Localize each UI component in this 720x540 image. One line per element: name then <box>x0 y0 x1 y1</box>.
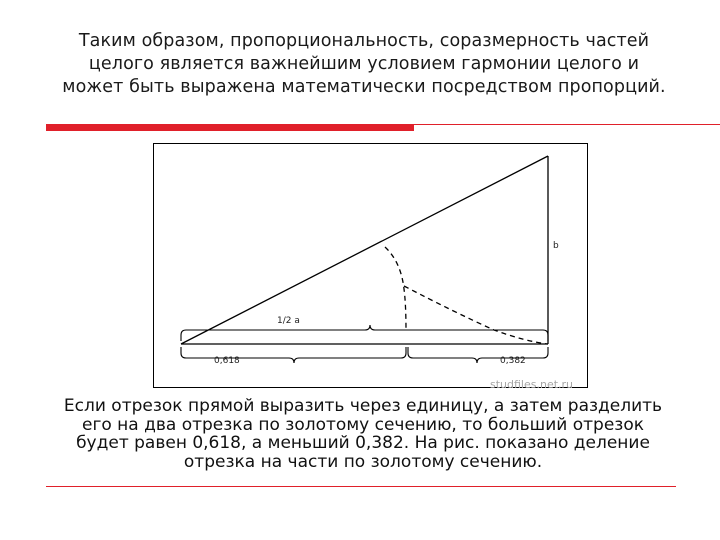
label-0382: 0,382 <box>500 356 526 366</box>
title-line-1: Таким образом, пропорциональность, соразмерность частей <box>78 31 650 51</box>
label-0618: 0,618 <box>214 356 240 366</box>
brace-half-a <box>181 325 548 341</box>
accent-bar <box>46 124 414 131</box>
brace-small-part <box>408 347 548 363</box>
label-b: b <box>553 241 559 251</box>
body-paragraph <box>48 397 678 471</box>
golden-section-figure <box>153 143 588 388</box>
divider-line <box>414 124 720 125</box>
top-divider <box>46 124 676 131</box>
arc-dashed-1 <box>385 247 406 331</box>
hypotenuse-line <box>181 156 548 344</box>
bottom-divider <box>46 486 676 487</box>
slide-title <box>40 30 688 99</box>
golden-section-diagram <box>154 144 589 389</box>
title-line-3: может быть выражена математически посредством пропорций. <box>62 77 666 97</box>
body-line-4: отрезка на части по золотому сечению. <box>183 451 543 472</box>
watermark: studfiles.net.ru <box>490 378 574 391</box>
body-line-1: Если отрезок прямой выразить через единицу, а затем разделить <box>63 396 663 416</box>
title-line-2: целого является важнейшим условием гармонии целого и <box>88 54 640 74</box>
body-line-3: будет равен 0,618, а меньший 0,382. На рис. показано деление <box>76 433 650 453</box>
body-line-2: его на два отрезка по золотому сечению, то больший отрезок <box>81 414 644 435</box>
label-half-a: 1/2 a <box>277 316 300 326</box>
arc-dashed-2 <box>404 286 548 344</box>
